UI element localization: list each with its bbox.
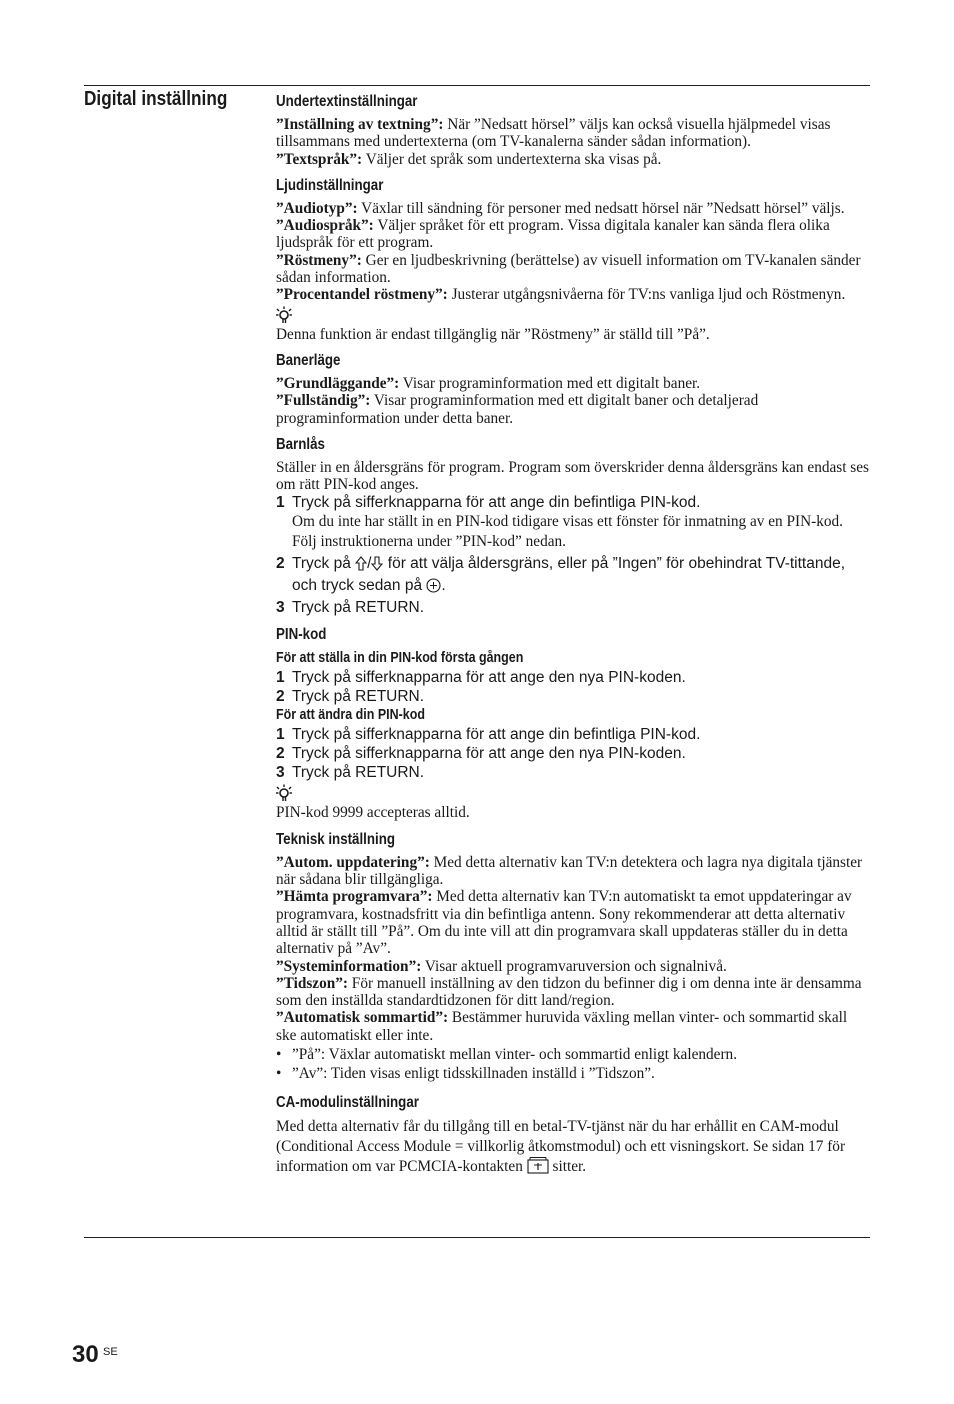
item-audio-description: ”Röstmeny”: Ger en ljudbeskrivning (berättelse) av visuell information om TV-kanalen sänder sådan information. [276,251,861,287]
arrow-down-icon [371,556,383,576]
ca-module-text: Med detta alternativ får du tillgång till en betal-TV-tjänst när du har erhållit en CAM-modul (Conditional Access Module = villkorlig åtkomstmodul) och ett visningskort. Se sidan 17 för information om var PCMCIA-kontakten sitter. [276,1117,870,1180]
set-pin-step-2: 2 Tryck på RETURN. [276,688,425,706]
change-pin-step-1: 1 Tryck på sifferknapparna för att ange din befintliga PIN-kod. [276,726,701,744]
top-rule [84,85,870,86]
lightbulb-icon [276,784,870,802]
item-system-info: ”Systeminformation”: Visar aktuell programvaruversion och signalnivå. [276,957,727,975]
bottom-rule [84,1237,870,1238]
tip-pin: PIN-kod 9999 accepteras alltid. [276,804,470,822]
page-number: 30 [72,1341,99,1368]
change-pin-step-3: 3 Tryck på RETURN. [276,764,425,782]
heading-audio: Ljudinställningar [276,176,384,194]
item-audio-language: ”Audiospråk”: Väljer språket för ett program. Vissa digitala kanaler kan sända flera olika ljudspråk för ett program. [276,217,830,252]
set-pin-step-1: 1 Tryck på sifferknapparna för att ange den nya PIN-koden. [276,669,686,687]
parental-step-2: 2 Tryck på / för att välja åldersgräns, eller på ”Ingen” för obehindrat TV-tittande, och tryck sedan på . [276,554,870,598]
heading-pin-code: PIN-kod [276,626,327,644]
item-download-software: ”Hämta programvara”: Med detta alternativ kan TV:n automatiskt ta emot uppdateringar av programvara, kostnadsfritt via din befintliga antenn. Sony rekommenderar att detta alternativ alltid är ställt till ”På”. Om du inte vill att din programvara skall uppdateras ställer du in detta alternativ på ”Av”. [276,888,852,958]
item-banner-basic: ”Grundläggande”: Visar programinformation med ett digitalt baner. [276,374,701,392]
page-language-code: SE [103,1346,118,1358]
heading-subtitles: Undertextinställningar [276,93,418,110]
arrow-up-icon [355,556,367,576]
heading-ca-module: CA-modulinställningar [276,1093,419,1111]
parental-step-1: 1 Tryck på sifferknapparna för att ange din befintliga PIN-kod. [276,494,701,512]
item-subtitle-language: ”Textspråk”: Väljer det språk som undertexterna ska visas på. [276,150,662,168]
subheading-change-pin: För att ändra din PIN-kod [276,707,425,724]
section-title: Digital inställning [84,88,228,110]
enter-button-icon [426,578,441,598]
item-banner-full: ”Fullständig”: Visar programinformation med ett digitalt baner och detaljerad programinformation under detta baner. [276,392,759,427]
tip-audio: Denna funktion är endast tillgänglig när ”Röstmeny” är ställd till ”På”. [276,325,710,343]
list-item: • ”På”: Växlar automatiskt mellan vinter- och sommartid enligt kalendern. [276,1046,738,1064]
parental-step-3: 3 Tryck på RETURN. [276,599,425,617]
heading-banner: Banerläge [276,351,341,369]
list-item: • ”Av”: Tiden visas enligt tidsskillnaden inställd i ”Tidszon”. [276,1065,655,1083]
content-column [276,92,870,1180]
heading-technical: Teknisk inställning [276,830,396,848]
item-auto-dst: ”Automatisk sommartid”: Bestämmer huruvida växling mellan vinter- och sommartid skall ske automatiskt eller inte. [276,1009,848,1044]
item-time-zone: ”Tidszon”: För manuell inställning av den tidzon du befinner dig i om denna inte är densamma som den inställda standardtidzonen för ditt land/region. [276,974,862,1010]
lightbulb-icon [276,306,870,324]
item-audio-mix-level: ”Procentandel röstmeny”: Justerar utgångsnivåerna för TV:ns vanliga ljud och Röstmenyn. [276,286,846,304]
pcmcia-slot-icon [527,1157,549,1180]
parental-step-1-note: Om du inte har ställt in en PIN-kod tidigare visas ett fönster för inmatning av en PIN-kod. Följ instruktionerna under ”PIN-kod” nedan. [292,513,844,551]
heading-parental-lock: Barnlås [276,435,325,453]
change-pin-step-2: 2 Tryck på sifferknapparna för att ange den nya PIN-koden. [276,745,686,763]
parental-intro: Ställer in en åldersgräns för program. Program som överskrider denna åldersgräns kan endast ses om rätt PIN-kod anges. [276,458,870,494]
item-auto-update: ”Autom. uppdatering”: Med detta alternativ kan TV:n detektera och lagra nya digitala tjänster när sådana blir tillgängliga. [276,853,863,889]
subheading-set-pin: För att ställa in din PIN-kod första gången [276,650,524,667]
item-subtitle-setting: ”Inställning av textning”: När ”Nedsatt hörsel” väljs kan också visuella hjälpmedel visas tillsammans med undertexterna (om TV-kanalerna sänder sådan information). [276,116,831,151]
item-audio-type: ”Audiotyp”: Växlar till sändning för personer med nedsatt hörsel när ”Nedsatt hörsel” väljs. [276,199,845,217]
